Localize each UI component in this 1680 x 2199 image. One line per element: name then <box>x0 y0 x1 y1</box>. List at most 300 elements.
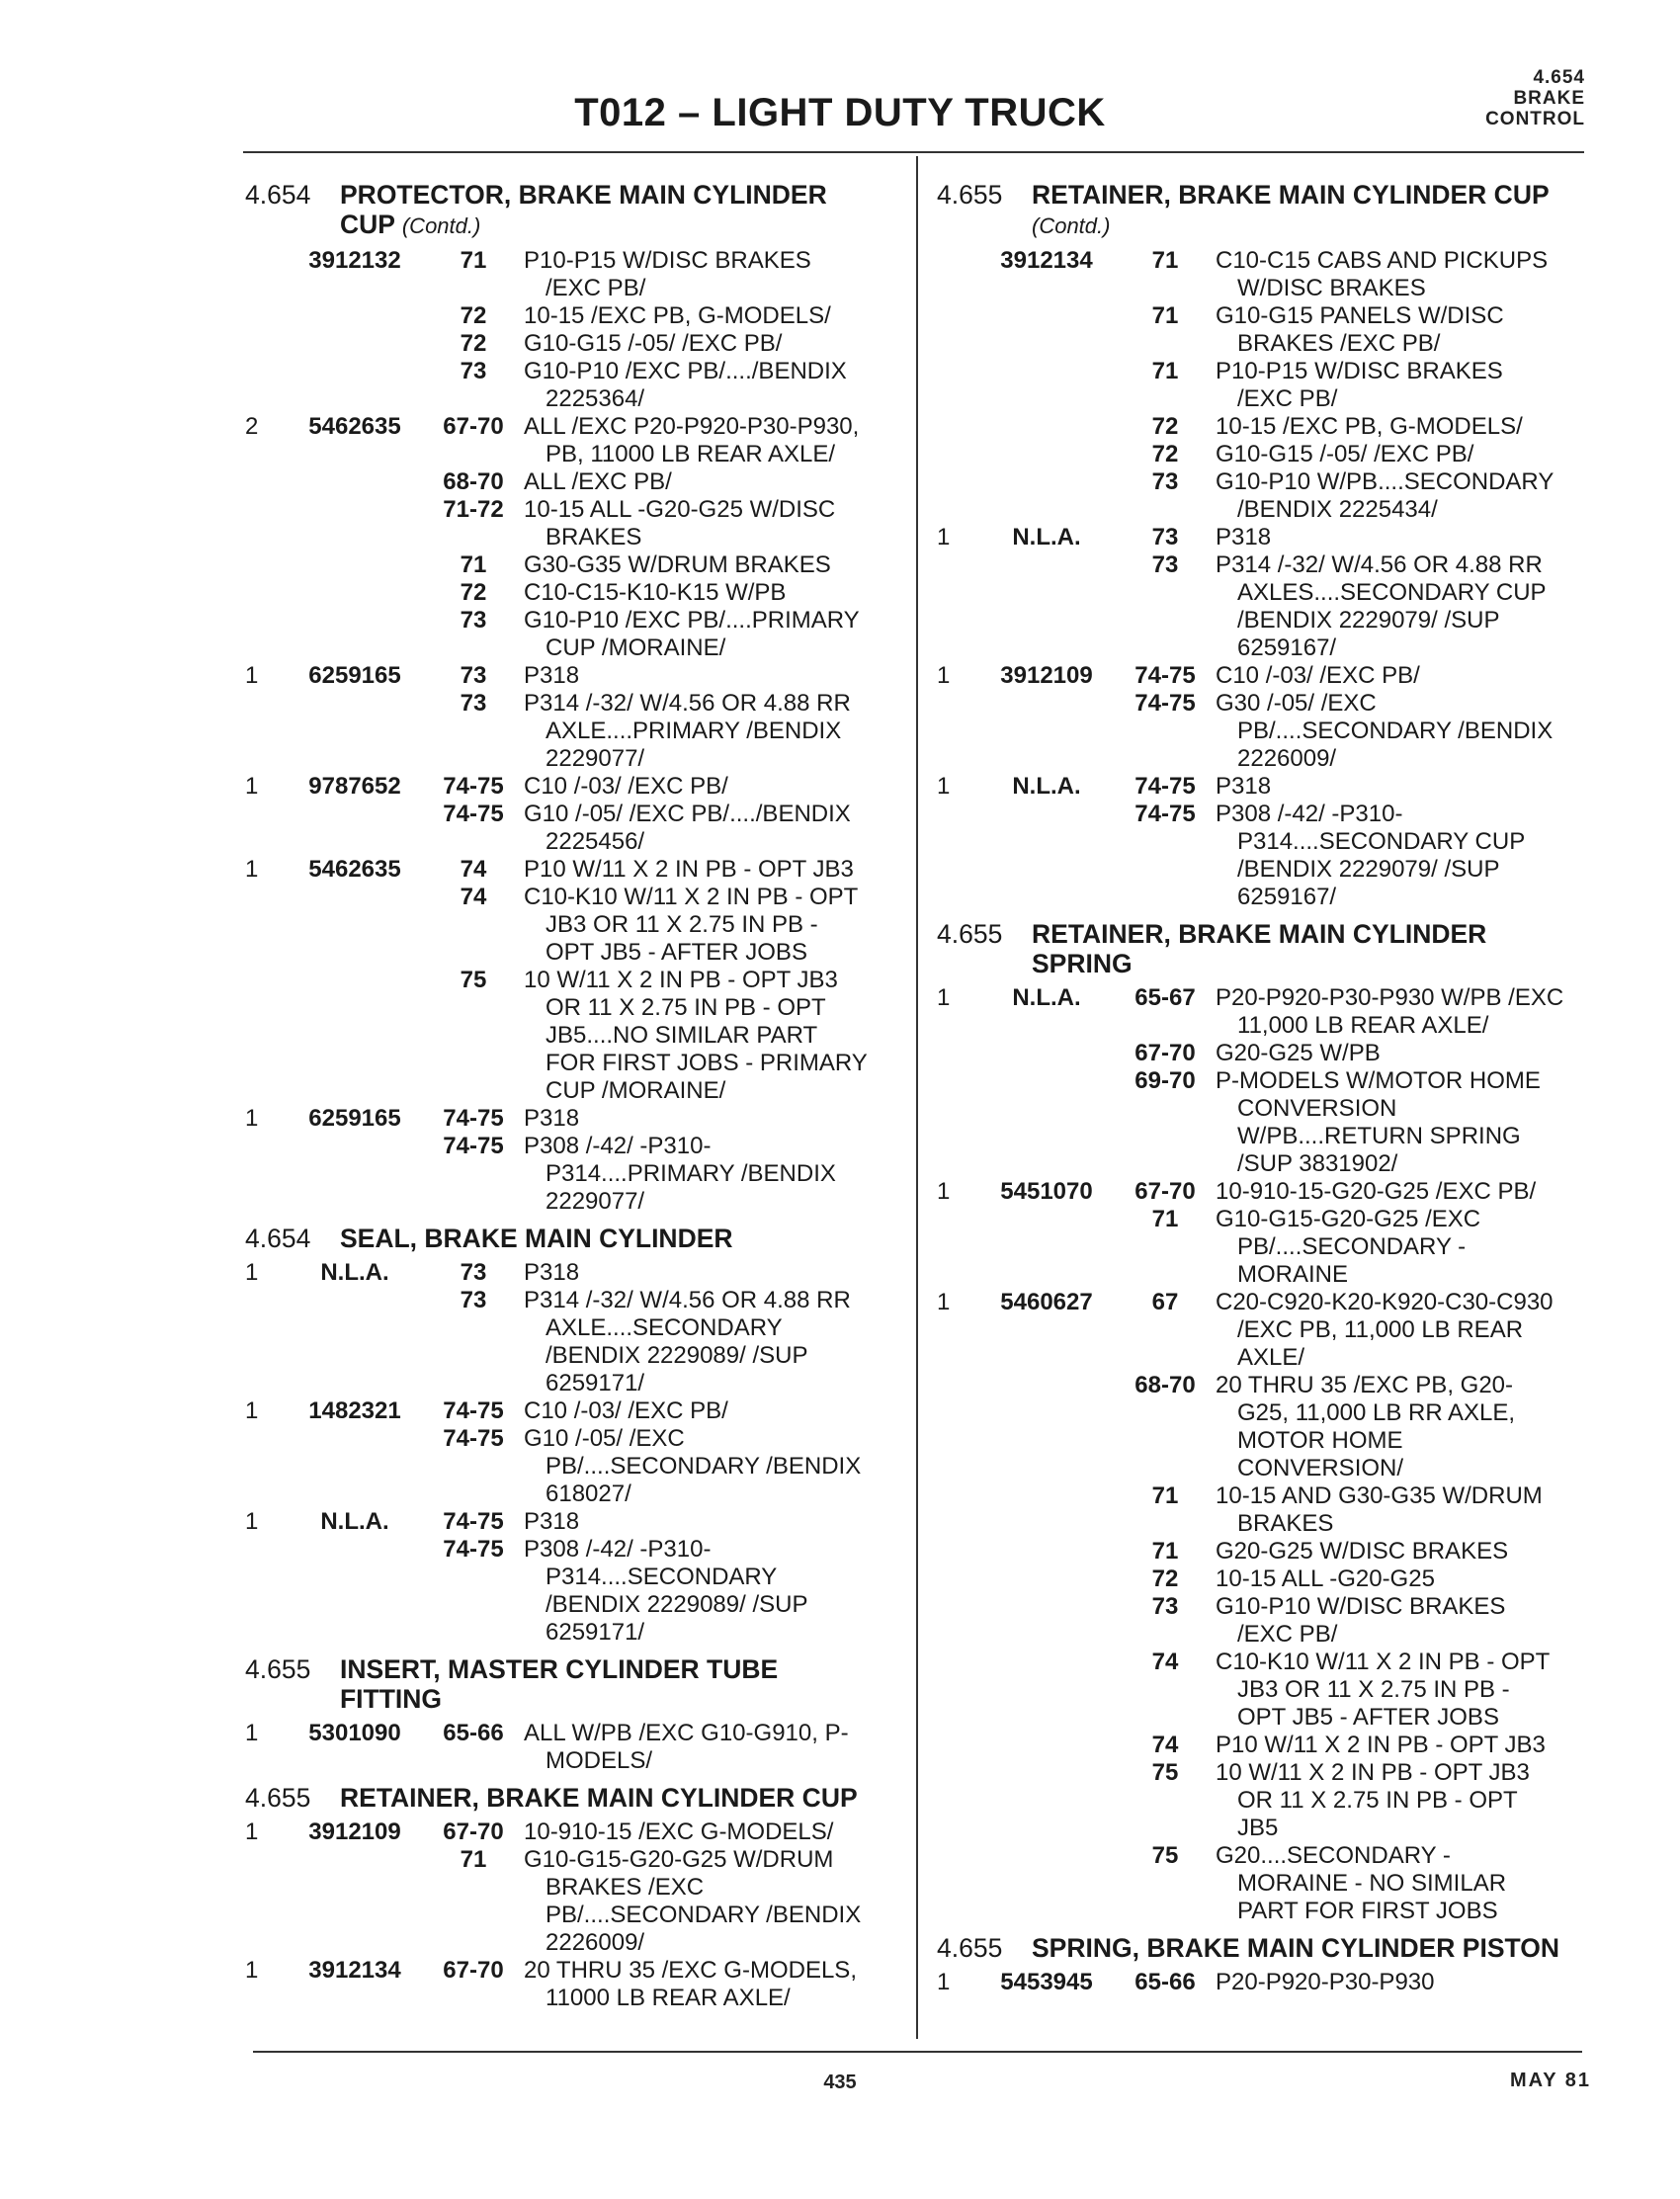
part-number <box>287 1425 423 1508</box>
section-heading <box>245 1654 897 1684</box>
quantity: 1 <box>245 1105 259 1132</box>
quantity <box>937 413 978 441</box>
quantity <box>937 1206 978 1289</box>
description <box>1216 1593 1599 1649</box>
description-line: 20 THRU 35 /EXC G-MODELS, <box>524 1957 857 1984</box>
description-line: P-MODELS W/MOTOR HOME <box>1216 1067 1541 1094</box>
description-line: JB3 OR 11 X 2.75 IN PB - <box>546 911 818 938</box>
part-number <box>287 607 423 662</box>
description-line: OR 11 X 2.75 IN PB - OPT <box>546 994 826 1021</box>
table-row <box>245 302 897 330</box>
part-number <box>287 1536 423 1647</box>
quantity: 1 <box>245 1397 259 1424</box>
description <box>524 801 897 856</box>
quantity: 1 <box>937 1969 951 1995</box>
section-title: RETAINER, BRAKE MAIN CYLINDER <box>1032 919 1487 949</box>
description-line: P308 /-42/ -P310- <box>524 1133 712 1159</box>
table-row <box>937 551 1599 662</box>
description <box>524 967 897 1105</box>
table-row <box>937 1732 1599 1759</box>
description-line: 6259167/ <box>1237 634 1337 661</box>
description <box>524 579 897 607</box>
description <box>524 1846 897 1957</box>
model-years: 71 <box>460 1846 487 1873</box>
model-years: 75 <box>1151 1759 1179 1786</box>
description-line: JB3 OR 11 X 2.75 IN PB - <box>1237 1676 1510 1703</box>
description-line: ALL /EXC P20-P920-P30-P930, <box>524 413 860 440</box>
part-number <box>978 302 1115 358</box>
description-line: 2226009/ <box>546 1929 645 1956</box>
description <box>524 1287 897 1397</box>
description-line: 2229077/ <box>546 745 645 772</box>
parts-section <box>245 1783 897 2012</box>
table-row <box>245 662 897 690</box>
model-years: 74-75 <box>1134 801 1196 827</box>
description-line: W/PB....RETURN SPRING <box>1237 1123 1521 1149</box>
model-years: 67-70 <box>443 1818 504 1845</box>
table-row <box>937 984 1599 1040</box>
description-line: PB/....SECONDARY /BENDIX <box>546 1453 862 1480</box>
model-years: 75 <box>1151 1842 1179 1869</box>
section-reference-line: CONTROL <box>1485 109 1585 129</box>
model-years: 71 <box>1151 1538 1179 1565</box>
description-line: P20-P920-P30-P930 <box>1216 1969 1435 1995</box>
quantity: 1 <box>245 856 259 883</box>
table-row <box>937 1593 1599 1649</box>
section-title: RETAINER, BRAKE MAIN CYLINDER CUP <box>1032 180 1550 210</box>
quantity <box>245 1425 287 1508</box>
model-years: 73 <box>1151 524 1179 550</box>
model-years: 69-70 <box>1134 1067 1196 1094</box>
quantity: 1 <box>245 1720 259 1746</box>
description-line: C10 /-03/ /EXC PB/ <box>1216 662 1420 689</box>
quantity <box>245 496 287 551</box>
table-row <box>937 302 1599 358</box>
description-line: G10 /-05/ /EXC <box>524 1425 685 1452</box>
model-years: 74-75 <box>443 801 504 827</box>
description <box>524 884 897 967</box>
model-years: 74-75 <box>443 1397 504 1424</box>
description <box>524 413 897 468</box>
table-row <box>937 1538 1599 1565</box>
part-number: 3912109 <box>308 1818 401 1845</box>
description-line: /BENDIX 2229079/ /SUP <box>1237 607 1500 634</box>
description <box>1216 1732 1599 1759</box>
part-number: 5451070 <box>1000 1178 1093 1205</box>
part-number <box>978 1732 1115 1759</box>
part-number <box>287 302 423 330</box>
section-heading <box>245 1783 897 1813</box>
part-number: 5462635 <box>308 856 401 883</box>
parts-table <box>245 247 897 1216</box>
description-line: P318 <box>1216 773 1272 800</box>
part-number: 5462635 <box>308 413 401 440</box>
part-number <box>978 468 1115 524</box>
section-heading-continued <box>245 1684 897 1714</box>
quantity <box>937 551 978 662</box>
description-line: 6259167/ <box>1237 884 1337 910</box>
section-title-line: SPRING <box>1032 949 1133 978</box>
section-number: 4.655 <box>937 919 1003 949</box>
description-line: G10 /-05/ /EXC PB/..../BENDIX <box>524 801 851 827</box>
model-years: 67-70 <box>1134 1178 1196 1205</box>
part-number: 3912132 <box>308 247 401 274</box>
description-line: 10-15 /EXC PB, G-MODELS/ <box>1216 413 1523 440</box>
quantity <box>245 330 287 358</box>
model-years: 71 <box>460 247 487 274</box>
description-line: P314....PRIMARY /BENDIX <box>546 1160 836 1187</box>
description <box>1216 1372 1599 1482</box>
description <box>524 330 897 358</box>
parts-section <box>937 919 1599 1925</box>
description <box>524 496 897 551</box>
description-line: G10-P10 W/DISC BRAKES <box>1216 1593 1506 1620</box>
quantity <box>245 801 287 856</box>
table-row <box>937 358 1599 413</box>
description-line: C10-C15-K10-K15 W/PB <box>524 579 787 606</box>
table-row <box>937 1842 1599 1925</box>
section-heading-continued <box>245 210 897 241</box>
table-row <box>937 1482 1599 1538</box>
description-line: G20....SECONDARY - <box>1216 1842 1451 1869</box>
model-years: 72 <box>1151 1565 1179 1592</box>
table-row <box>937 1969 1599 1996</box>
quantity <box>245 579 287 607</box>
description-line: 2229077/ <box>546 1188 645 1215</box>
model-years: 74-75 <box>1134 662 1196 689</box>
description-line: 11,000 LB REAR AXLE/ <box>1237 1012 1489 1039</box>
model-years: 73 <box>460 690 487 717</box>
model-years: 74-75 <box>443 773 504 800</box>
model-years: 65-66 <box>443 1720 504 1746</box>
model-years: 67-70 <box>443 413 504 440</box>
description-line: OPT JB5 - AFTER JOBS <box>1237 1704 1499 1731</box>
description <box>1216 662 1599 690</box>
section-number: 4.654 <box>245 1224 311 1253</box>
description-line: P318 <box>1216 524 1272 550</box>
parts-table <box>245 1818 897 2012</box>
parts-table <box>937 984 1599 1925</box>
model-years: 72 <box>460 302 487 329</box>
table-row <box>245 551 897 579</box>
part-number <box>978 1206 1115 1289</box>
section-number: 4.655 <box>937 1933 1003 1963</box>
description-line: CONVERSION/ <box>1237 1455 1404 1481</box>
model-years: 67-70 <box>1134 1040 1196 1066</box>
quantity: 1 <box>245 1957 259 1984</box>
quantity: 1 <box>937 1289 951 1315</box>
quantity <box>245 468 287 496</box>
part-number <box>287 551 423 579</box>
description-line: G10-P10 /EXC PB/..../BENDIX <box>524 358 847 384</box>
part-number <box>978 1040 1115 1067</box>
left-column <box>245 180 897 2020</box>
description-line: P318 <box>524 662 580 689</box>
description <box>1216 1759 1599 1842</box>
part-number <box>287 967 423 1105</box>
description-line: /BENDIX 2225434/ <box>1237 496 1438 523</box>
description-line: JB5 <box>1237 1815 1279 1841</box>
section-heading-continued <box>937 210 1599 241</box>
table-row <box>937 690 1599 773</box>
part-number <box>287 884 423 967</box>
description-line: P314 /-32/ W/4.56 OR 4.88 RR <box>524 690 851 717</box>
model-years: 74 <box>460 884 487 910</box>
description <box>1216 1206 1599 1289</box>
description <box>524 856 897 884</box>
description-line: P10 W/11 X 2 IN PB - OPT JB3 <box>1216 1732 1546 1758</box>
description-line: BRAKES /EXC <box>546 1874 705 1901</box>
description-line: 10-15 ALL -G20-G25 W/DISC <box>524 496 836 523</box>
model-years: 72 <box>1151 413 1179 440</box>
model-years: 68-70 <box>1134 1372 1196 1398</box>
quantity: 1 <box>245 1818 259 1845</box>
quantity <box>245 1287 287 1397</box>
table-row <box>937 413 1599 441</box>
description-line: 6259171/ <box>546 1370 645 1396</box>
description-line: G10-P10 W/PB....SECONDARY <box>1216 468 1554 495</box>
quantity <box>937 1372 978 1482</box>
section-number: 4.654 <box>245 180 311 210</box>
description <box>1216 801 1599 911</box>
description-line: G20-G25 W/DISC BRAKES <box>1216 1538 1509 1565</box>
table-row <box>245 468 897 496</box>
part-number <box>978 413 1115 441</box>
section-title-line: CUP <box>340 210 395 239</box>
model-years: 74-75 <box>443 1133 504 1159</box>
part-number <box>287 330 423 358</box>
description-line: PB, 11000 LB REAR AXLE/ <box>546 441 836 467</box>
description <box>1216 690 1599 773</box>
part-number <box>978 1759 1115 1842</box>
description-line: /BENDIX 2229089/ /SUP <box>546 1591 808 1618</box>
description-line: C10 /-03/ /EXC PB/ <box>524 1397 728 1424</box>
parts-section <box>245 1654 897 1775</box>
model-years: 71 <box>1151 1206 1179 1232</box>
description-line: BRAKES <box>546 524 642 550</box>
part-number: N.L.A. <box>320 1508 389 1535</box>
part-number <box>287 690 423 773</box>
description-line: P314 /-32/ W/4.56 OR 4.88 RR <box>524 1287 851 1313</box>
parts-section <box>245 180 897 1216</box>
section-heading <box>245 1224 897 1253</box>
quantity <box>937 1593 978 1649</box>
description-line: 11000 LB REAR AXLE/ <box>546 1985 791 2011</box>
description <box>1216 1482 1599 1538</box>
part-number <box>287 1846 423 1957</box>
description-line: /EXC PB/ <box>1237 385 1338 412</box>
publication-date: MAY 81 <box>1509 2070 1591 2091</box>
table-row <box>245 247 897 302</box>
part-number <box>287 1287 423 1397</box>
table-row <box>937 773 1599 801</box>
header-divider <box>243 151 1584 153</box>
table-row <box>245 967 897 1105</box>
table-row <box>245 1957 897 2012</box>
section-reference-line: 4.654 <box>1533 67 1585 88</box>
quantity: 1 <box>245 1508 259 1535</box>
description-line: P314 /-32/ W/4.56 OR 4.88 RR <box>1216 551 1543 578</box>
quantity <box>937 1649 978 1732</box>
part-number <box>978 690 1115 773</box>
model-years: 67-70 <box>443 1957 504 1984</box>
description-line: 2226009/ <box>1237 745 1337 772</box>
description-line: JB5....NO SIMILAR PART <box>546 1022 818 1049</box>
description-line: G10-G15 PANELS W/DISC <box>1216 302 1504 329</box>
table-row <box>937 441 1599 468</box>
section-title: INSERT, MASTER CYLINDER TUBE <box>340 1654 779 1684</box>
quantity <box>937 358 978 413</box>
part-number <box>978 1372 1115 1482</box>
quantity <box>937 1040 978 1067</box>
description-line: G25, 11,000 LB RR AXLE, <box>1237 1399 1516 1426</box>
table-row <box>937 1649 1599 1732</box>
description <box>1216 468 1599 524</box>
description-line: W/DISC BRAKES <box>1237 275 1426 301</box>
description-line: AXLE....SECONDARY <box>546 1314 783 1341</box>
table-row <box>245 801 897 856</box>
model-years: 71 <box>1151 302 1179 329</box>
description-line: /EXC PB, 11,000 LB REAR <box>1237 1316 1524 1343</box>
description-line: P314....SECONDARY CUP <box>1237 828 1526 855</box>
part-number <box>978 1482 1115 1538</box>
description <box>524 358 897 413</box>
quantity <box>937 1759 978 1842</box>
model-years: 74-75 <box>1134 773 1196 800</box>
parts-table <box>245 1720 897 1775</box>
description-line: 10-910-15 /EXC G-MODELS/ <box>524 1818 834 1845</box>
description <box>1216 1649 1599 1732</box>
description <box>524 551 897 579</box>
section-number: 4.655 <box>245 1783 311 1813</box>
table-row <box>937 1067 1599 1178</box>
description <box>1216 302 1599 358</box>
description-line: 6259171/ <box>546 1619 645 1646</box>
description-line: BRAKES <box>1237 1510 1334 1537</box>
description-line: MODELS/ <box>546 1747 653 1774</box>
description-line: /EXC PB/ <box>546 275 646 301</box>
model-years: 72 <box>1151 441 1179 467</box>
table-row <box>245 1259 897 1287</box>
page-number: 435 <box>823 2072 857 2093</box>
description <box>1216 1969 1599 1996</box>
quantity <box>937 1842 978 1925</box>
section-reference-line: BRAKE <box>1513 88 1585 109</box>
model-years: 74-75 <box>443 1508 504 1535</box>
description-line: BRAKES /EXC PB/ <box>1237 330 1441 357</box>
description-line: P308 /-42/ -P310- <box>524 1536 712 1563</box>
part-number: 1482321 <box>308 1397 401 1424</box>
section-heading <box>937 919 1599 949</box>
table-row <box>937 1759 1599 1842</box>
quantity <box>245 1133 287 1216</box>
model-years: 65-66 <box>1134 1969 1196 1995</box>
quantity <box>937 1565 978 1593</box>
table-row <box>245 884 897 967</box>
description-line: 10-15 ALL -G20-G25 <box>1216 1565 1435 1592</box>
description <box>1216 1565 1599 1593</box>
model-years: 74 <box>1151 1732 1179 1758</box>
part-number: N.L.A. <box>1012 773 1081 800</box>
part-number: 3912134 <box>1000 247 1093 274</box>
table-row <box>245 1133 897 1216</box>
description <box>1216 247 1599 302</box>
description-line: PB/....SECONDARY /BENDIX <box>546 1902 862 1928</box>
description-line: G30-G35 W/DRUM BRAKES <box>524 551 831 578</box>
description-line: G10-G15 /-05/ /EXC PB/ <box>524 330 783 357</box>
description-line: G10-G15 /-05/ /EXC PB/ <box>1216 441 1474 467</box>
model-years: 71-72 <box>443 496 504 523</box>
part-number <box>287 358 423 413</box>
description-line: C10 /-03/ /EXC PB/ <box>524 773 728 800</box>
description-line: 10-910-15-G20-G25 /EXC PB/ <box>1216 1178 1537 1205</box>
description <box>1216 1067 1599 1178</box>
quantity: 1 <box>937 984 951 1011</box>
description-line: PB/....SECONDARY - <box>1237 1233 1467 1260</box>
part-number <box>978 1565 1115 1593</box>
quantity <box>245 1536 287 1647</box>
part-number: 3912134 <box>308 1957 401 1984</box>
table-row <box>937 247 1599 302</box>
model-years: 73 <box>460 1287 487 1313</box>
quantity <box>937 302 978 358</box>
part-number <box>978 1593 1115 1649</box>
table-row <box>937 662 1599 690</box>
table-row <box>937 1372 1599 1482</box>
section-title: RETAINER, BRAKE MAIN CYLINDER CUP <box>340 1783 858 1813</box>
part-number: 6259165 <box>308 1105 401 1132</box>
part-number <box>978 1842 1115 1925</box>
description <box>1216 773 1599 801</box>
parts-table <box>245 1259 897 1647</box>
description <box>524 1397 897 1425</box>
description-line: OR 11 X 2.75 IN PB - OPT <box>1237 1787 1518 1814</box>
model-years: 73 <box>460 607 487 634</box>
table-row <box>937 801 1599 911</box>
description <box>524 690 897 773</box>
description-line: 2225364/ <box>546 385 645 412</box>
description-line: 2225456/ <box>546 828 645 855</box>
section-reference <box>1387 67 1585 129</box>
part-number: N.L.A. <box>1012 524 1081 550</box>
continued-note: (Contd.) <box>1032 213 1111 238</box>
table-row <box>937 524 1599 551</box>
quantity <box>937 1538 978 1565</box>
footer-divider <box>253 2051 1582 2053</box>
table-row <box>937 1289 1599 1372</box>
quantity <box>245 1846 287 1957</box>
description-line: FOR FIRST JOBS - PRIMARY <box>546 1050 868 1076</box>
part-number: 6259165 <box>308 662 401 689</box>
table-row <box>245 607 897 662</box>
parts-section <box>245 1224 897 1647</box>
description-line: P10-P15 W/DISC BRAKES <box>524 247 811 274</box>
description-line: OPT JB5 - AFTER JOBS <box>546 939 807 966</box>
model-years: 65-67 <box>1134 984 1196 1011</box>
description-line: CUP /MORAINE/ <box>546 634 726 661</box>
quantity <box>937 1482 978 1538</box>
description-line: G30 /-05/ /EXC <box>1216 690 1377 717</box>
description <box>1216 413 1599 441</box>
quantity <box>937 468 978 524</box>
table-row <box>245 413 897 468</box>
description-line: C10-K10 W/11 X 2 IN PB - OPT <box>1216 1649 1551 1675</box>
model-years: 74 <box>460 856 487 883</box>
description <box>524 1818 897 1846</box>
description-line: CUP /MORAINE/ <box>546 1077 726 1104</box>
description <box>524 1425 897 1508</box>
table-row <box>245 330 897 358</box>
